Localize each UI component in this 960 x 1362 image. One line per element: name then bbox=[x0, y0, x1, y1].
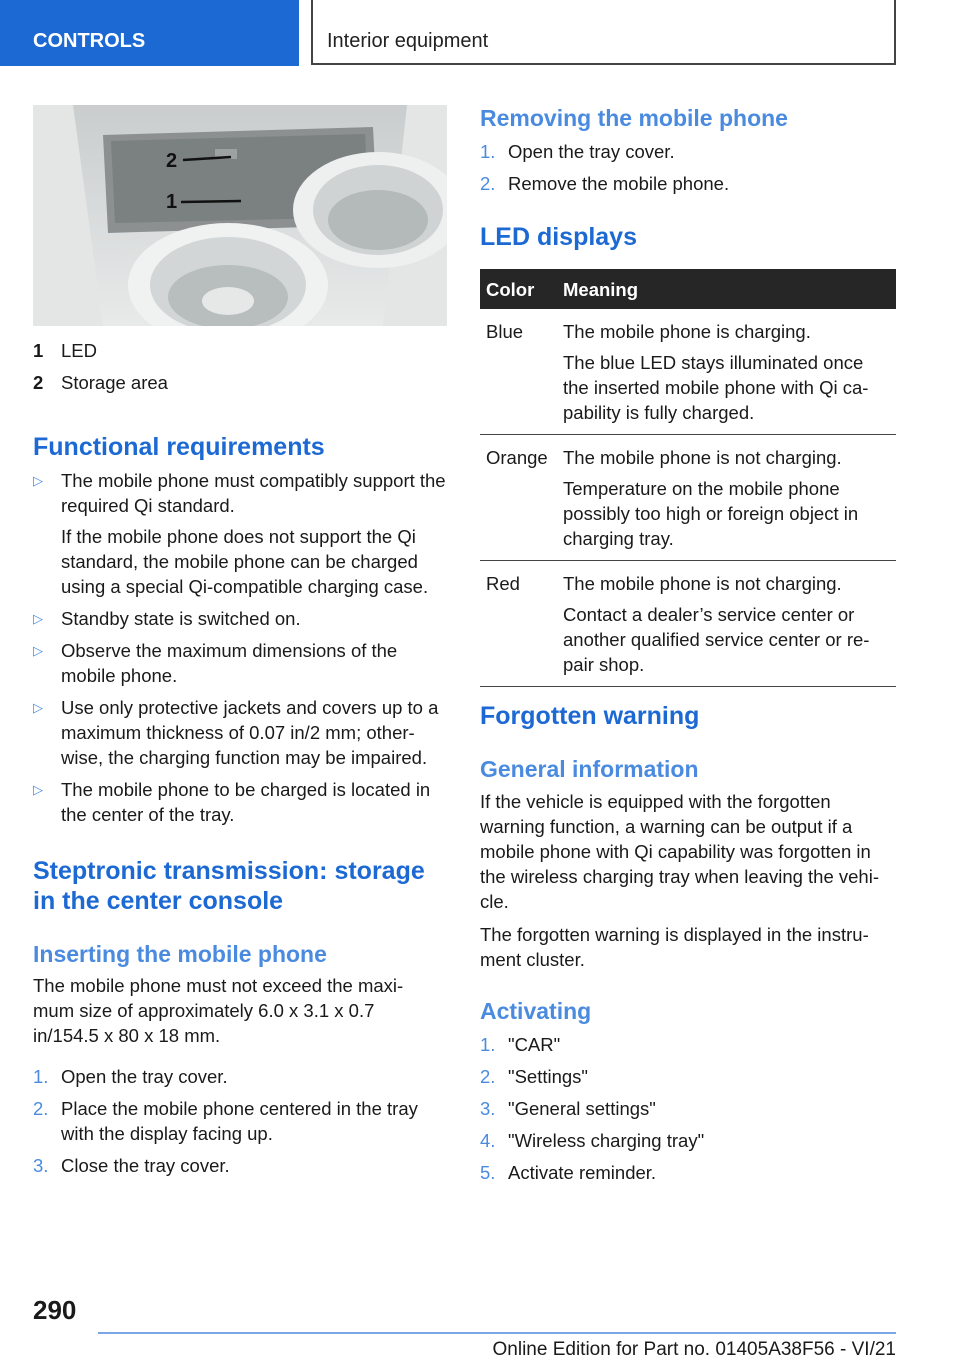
triangle-bullet-icon: ▷ bbox=[33, 700, 43, 715]
list-item-text: The mobile phone to be charged is located in the center of the tray. bbox=[61, 779, 431, 825]
footer-divider bbox=[98, 1332, 896, 1334]
list-item bbox=[33, 468, 447, 599]
led-color-cell: Blue bbox=[480, 309, 557, 435]
triangle-bullet-icon: ▷ bbox=[33, 611, 43, 626]
step-text: Remove the mobile phone. bbox=[508, 173, 730, 194]
list-item-subtext: If the mobile phone does not support the Qi standard, the mobile phone can be charged using a special Qi-compatible charging case. bbox=[61, 526, 429, 597]
triangle-bullet-icon: ▷ bbox=[33, 473, 43, 488]
inserting-heading: Inserting the mobile phone bbox=[33, 941, 327, 967]
led-displays-heading: LED displays bbox=[480, 223, 637, 251]
section-label: CONTROLS bbox=[33, 30, 146, 52]
step-number: 1. bbox=[480, 141, 496, 162]
charging-tray-photo bbox=[33, 105, 447, 326]
step-item bbox=[480, 139, 896, 164]
column-header-meaning: Meaning bbox=[557, 269, 896, 309]
column-header-color: Color bbox=[480, 269, 557, 309]
step-item bbox=[480, 1128, 896, 1153]
step-number: 2. bbox=[33, 1098, 49, 1119]
general-information-heading: General information bbox=[480, 756, 699, 782]
led-color-cell: Orange bbox=[480, 435, 557, 561]
step-number: 4. bbox=[480, 1130, 496, 1151]
step-text: "Settings" bbox=[508, 1066, 588, 1087]
list-item-text: Observe the maximum dimensions of the mobile phone. bbox=[61, 640, 398, 686]
activating-heading: Activating bbox=[480, 998, 592, 1024]
step-text: Open the tray cover. bbox=[508, 141, 675, 162]
steptronic-heading: Steptronic transmission: storage in the center console bbox=[33, 857, 425, 915]
step-number: 2. bbox=[480, 1066, 496, 1087]
step-text: "Wireless charging tray" bbox=[508, 1130, 705, 1151]
edition-text: Online Edition for Part no. 01405A38F56 - VI/21 bbox=[492, 1339, 896, 1360]
step-number: 3. bbox=[480, 1098, 496, 1119]
removing-steps bbox=[480, 139, 896, 203]
list-item bbox=[33, 606, 447, 631]
step-number: 2. bbox=[480, 173, 496, 194]
callout-line-1 bbox=[181, 201, 241, 202]
step-item bbox=[33, 1153, 447, 1178]
step-item bbox=[480, 171, 896, 196]
led-meaning-cell bbox=[557, 309, 896, 435]
step-text: "CAR" bbox=[508, 1034, 561, 1055]
legend-text: Storage area bbox=[61, 372, 168, 393]
table-header-row bbox=[480, 269, 896, 309]
functional-requirements-heading: Functional requirements bbox=[33, 433, 325, 461]
step-item bbox=[480, 1032, 896, 1057]
meaning-line: The mobile phone is charging. bbox=[563, 321, 811, 342]
legend-text: LED bbox=[61, 340, 97, 361]
page-number: 290 bbox=[33, 1295, 77, 1325]
inserting-steps bbox=[33, 1064, 447, 1185]
step-text: Open the tray cover. bbox=[61, 1066, 228, 1087]
general-information-text: If the vehicle is equipped with the forgotten warning function, a warning can be output if a mobile phone with Qi capability was forgotten in the wireless charging tray when leaving the vehicle. bbox=[480, 791, 879, 912]
list-item-text: Use only protective jackets and covers up to a maximum thickness of 0.07 in/2 mm; otherwise, the charging function may be impaired. bbox=[61, 697, 439, 768]
list-item-text: Standby state is switched on. bbox=[61, 608, 301, 629]
table-row bbox=[480, 309, 896, 435]
step-text: Close the tray cover. bbox=[61, 1155, 230, 1176]
list-item bbox=[33, 638, 447, 688]
step-item bbox=[480, 1064, 896, 1089]
step-number: 3. bbox=[33, 1155, 49, 1176]
forgotten-warning-heading: Forgotten warning bbox=[480, 702, 700, 730]
table-row bbox=[480, 561, 896, 687]
meaning-detail: Temperature on the mobile phone possibly too high or foreign object in charging tray. bbox=[563, 478, 859, 549]
legend-number: 2 bbox=[33, 372, 44, 393]
callout-1: 1 bbox=[166, 191, 178, 213]
step-item bbox=[33, 1064, 447, 1089]
meaning-detail: The blue LED stays illuminated once the inserted mobile phone with Qi capability is fully charged. bbox=[563, 352, 869, 423]
inserting-intro: The mobile phone must not exceed the maximum size of approximately 6.0 x 3.1 x 0.7 in/154.5 x 80 x 18 mm. bbox=[33, 975, 404, 1046]
chapter-title-label: Interior equipment bbox=[327, 30, 489, 52]
step-number: 5. bbox=[480, 1162, 496, 1183]
removing-heading: Removing the mobile phone bbox=[480, 105, 788, 131]
meaning-line: The mobile phone is not charging. bbox=[563, 447, 842, 468]
table-row bbox=[480, 435, 896, 561]
step-number: 1. bbox=[480, 1034, 496, 1055]
step-text: Place the mobile phone centered in the tray with the display facing up. bbox=[61, 1098, 418, 1144]
meaning-detail: Contact a dealer’s service center or another qualified service center or repair shop. bbox=[563, 604, 870, 675]
step-text: Activate reminder. bbox=[508, 1162, 657, 1183]
step-text: "General settings" bbox=[508, 1098, 656, 1119]
meaning-line: The mobile phone is not charging. bbox=[563, 573, 842, 594]
step-number: 1. bbox=[33, 1066, 49, 1087]
list-item bbox=[33, 695, 447, 770]
led-meaning-cell bbox=[557, 561, 896, 687]
step-item bbox=[480, 1160, 896, 1185]
legend-number: 1 bbox=[33, 340, 44, 361]
triangle-bullet-icon: ▷ bbox=[33, 782, 43, 797]
chapter-title bbox=[311, 0, 896, 65]
section-tab bbox=[0, 0, 299, 66]
requirements-list bbox=[33, 468, 447, 827]
step-item bbox=[480, 1096, 896, 1121]
led-meaning-cell bbox=[557, 435, 896, 561]
led-table bbox=[480, 269, 896, 687]
step-item bbox=[33, 1096, 447, 1146]
list-item-text: The mobile phone must compatibly support the required Qi standard. bbox=[61, 470, 446, 516]
led-color-cell: Red bbox=[480, 561, 557, 687]
callout-2: 2 bbox=[166, 150, 178, 172]
list-item bbox=[33, 777, 447, 827]
activating-steps bbox=[480, 1032, 896, 1192]
triangle-bullet-icon: ▷ bbox=[33, 643, 43, 658]
cluster-info-text: The forgotten warning is displayed in the instrument cluster. bbox=[480, 924, 869, 970]
